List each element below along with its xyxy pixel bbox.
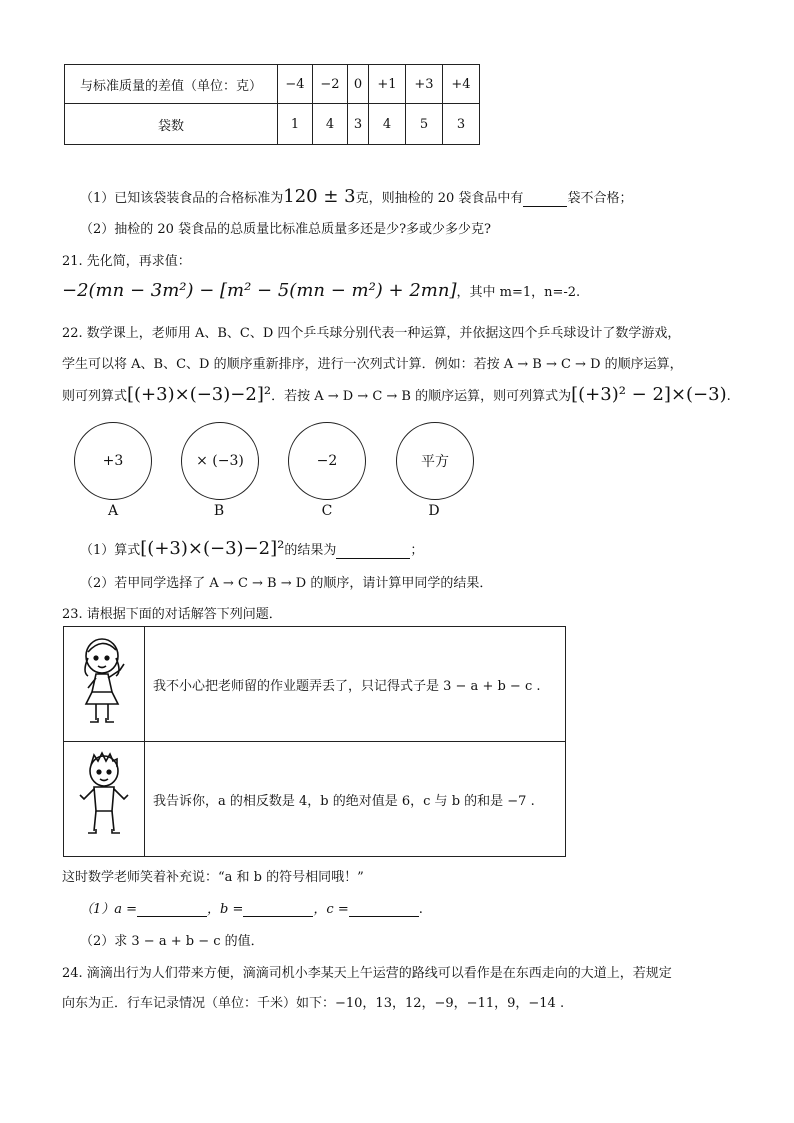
- answer-blank-a[interactable]: [137, 902, 207, 917]
- bag-cell: 5: [406, 104, 443, 145]
- dialogue-table: [63, 626, 566, 857]
- q21-title: 21. 先化简，再求值：: [62, 254, 191, 269]
- bag-cell: 3: [348, 104, 369, 145]
- q22-part2: （2）若甲同学选择了 A → C → B → D 的顺序，请计算甲同学的结果．: [80, 576, 493, 591]
- quality-table: [64, 64, 480, 145]
- ball-c: −2: [288, 422, 366, 500]
- ball-b: × (−3): [181, 422, 259, 500]
- table-row: [65, 104, 480, 145]
- diff-cell: −4: [278, 65, 313, 104]
- answer-blank[interactable]: [523, 192, 567, 207]
- q23-part2: （2）求 3 − a + b − c 的值．: [80, 934, 264, 949]
- teacher-remark: 这时数学老师笑着补充说：“a 和 b 的符号相同哦！”: [62, 870, 364, 885]
- girl-speech: 我不小心把老师留的作业题弄丢了，只记得式子是 3 − a + b − c .: [153, 678, 541, 694]
- q23-part1: （1）a = ，b = ，c = .: [80, 902, 423, 917]
- q24-line1: 24. 滴滴出行为人们带来方便，滴滴司机小李某天上午运营的路线可以看作是在东西走向的大道上，若规定: [62, 966, 672, 981]
- q22-line3: 则可列算式[(+3)×(−3)−2]²．若按 A → D → C → B 的顺序运算，则可列算式为[(+3)² − 2]×(−3).: [62, 384, 731, 405]
- bag-cell: 4: [369, 104, 406, 145]
- ball-label: A: [107, 503, 119, 519]
- diff-cell: +4: [443, 65, 480, 104]
- q22-part1: （1）算式[(+3)×(−3)−2]²的结果为 ；: [80, 538, 424, 559]
- diff-cell: +1: [369, 65, 406, 104]
- girl-text-cell: [145, 627, 566, 742]
- boy-cartoon-icon: [76, 749, 132, 845]
- answer-blank-b[interactable]: [243, 902, 313, 917]
- row-header-diff: 与标准质量的差值（单位：克）: [65, 65, 278, 104]
- girl-cell: [64, 627, 145, 742]
- q21-expression: −2(mn − 3m²) − [m² − 5(mn − m²) + 2mn]，其中 m=1，n=-2.: [62, 280, 581, 301]
- diff-cell: 0: [348, 65, 369, 104]
- q22-line2: 学生可以将 A、B、C、D 的顺序重新排序，进行一次列式计算．例如：若按 A → B → C → D 的顺序运算，: [62, 357, 683, 372]
- ball-label: C: [321, 503, 333, 519]
- table-row: [64, 742, 566, 857]
- diff-cell: +3: [406, 65, 443, 104]
- q20-part1: （1）已知该袋装食品的合格标准为120 ± 3克，则抽检的 20 袋食品中有 袋不合格；: [80, 186, 633, 207]
- row-header-bags: 袋数: [65, 104, 278, 145]
- diff-cell: −2: [313, 65, 348, 104]
- ball-label: D: [428, 503, 440, 519]
- ball-label: B: [213, 503, 225, 519]
- ball-a: +3: [74, 422, 152, 500]
- answer-blank-c[interactable]: [349, 902, 419, 917]
- boy-text-cell: [145, 742, 566, 857]
- girl-cartoon-icon: [76, 634, 132, 730]
- table-row: [65, 65, 480, 104]
- bag-cell: 1: [278, 104, 313, 145]
- boy-speech: 我告诉你，a 的相反数是 4，b 的绝对值是 6，c 与 b 的和是 −7 .: [153, 793, 535, 809]
- bag-cell: 3: [443, 104, 480, 145]
- answer-blank[interactable]: [336, 544, 410, 559]
- q22-line1: 22. 数学课上，老师用 A、B、C、D 四个乒乓球分别代表一种运算，并依据这四个乒乓球设计了数学游戏，: [62, 326, 681, 341]
- q23-title: 23. 请根据下面的对话解答下列问题．: [62, 607, 282, 622]
- ball-d: 平方: [396, 422, 474, 500]
- boy-cell: [64, 742, 145, 857]
- bag-cell: 4: [313, 104, 348, 145]
- table-row: [64, 627, 566, 742]
- q24-line2: 向东为正．行车记录情况（单位：千米）如下：−10，13，12，−9，−11，9，−14 .: [62, 996, 565, 1011]
- q20-part2: （2）抽检的 20 袋食品的总质量比标准总质量多还是少?多或少多少克?: [80, 222, 492, 237]
